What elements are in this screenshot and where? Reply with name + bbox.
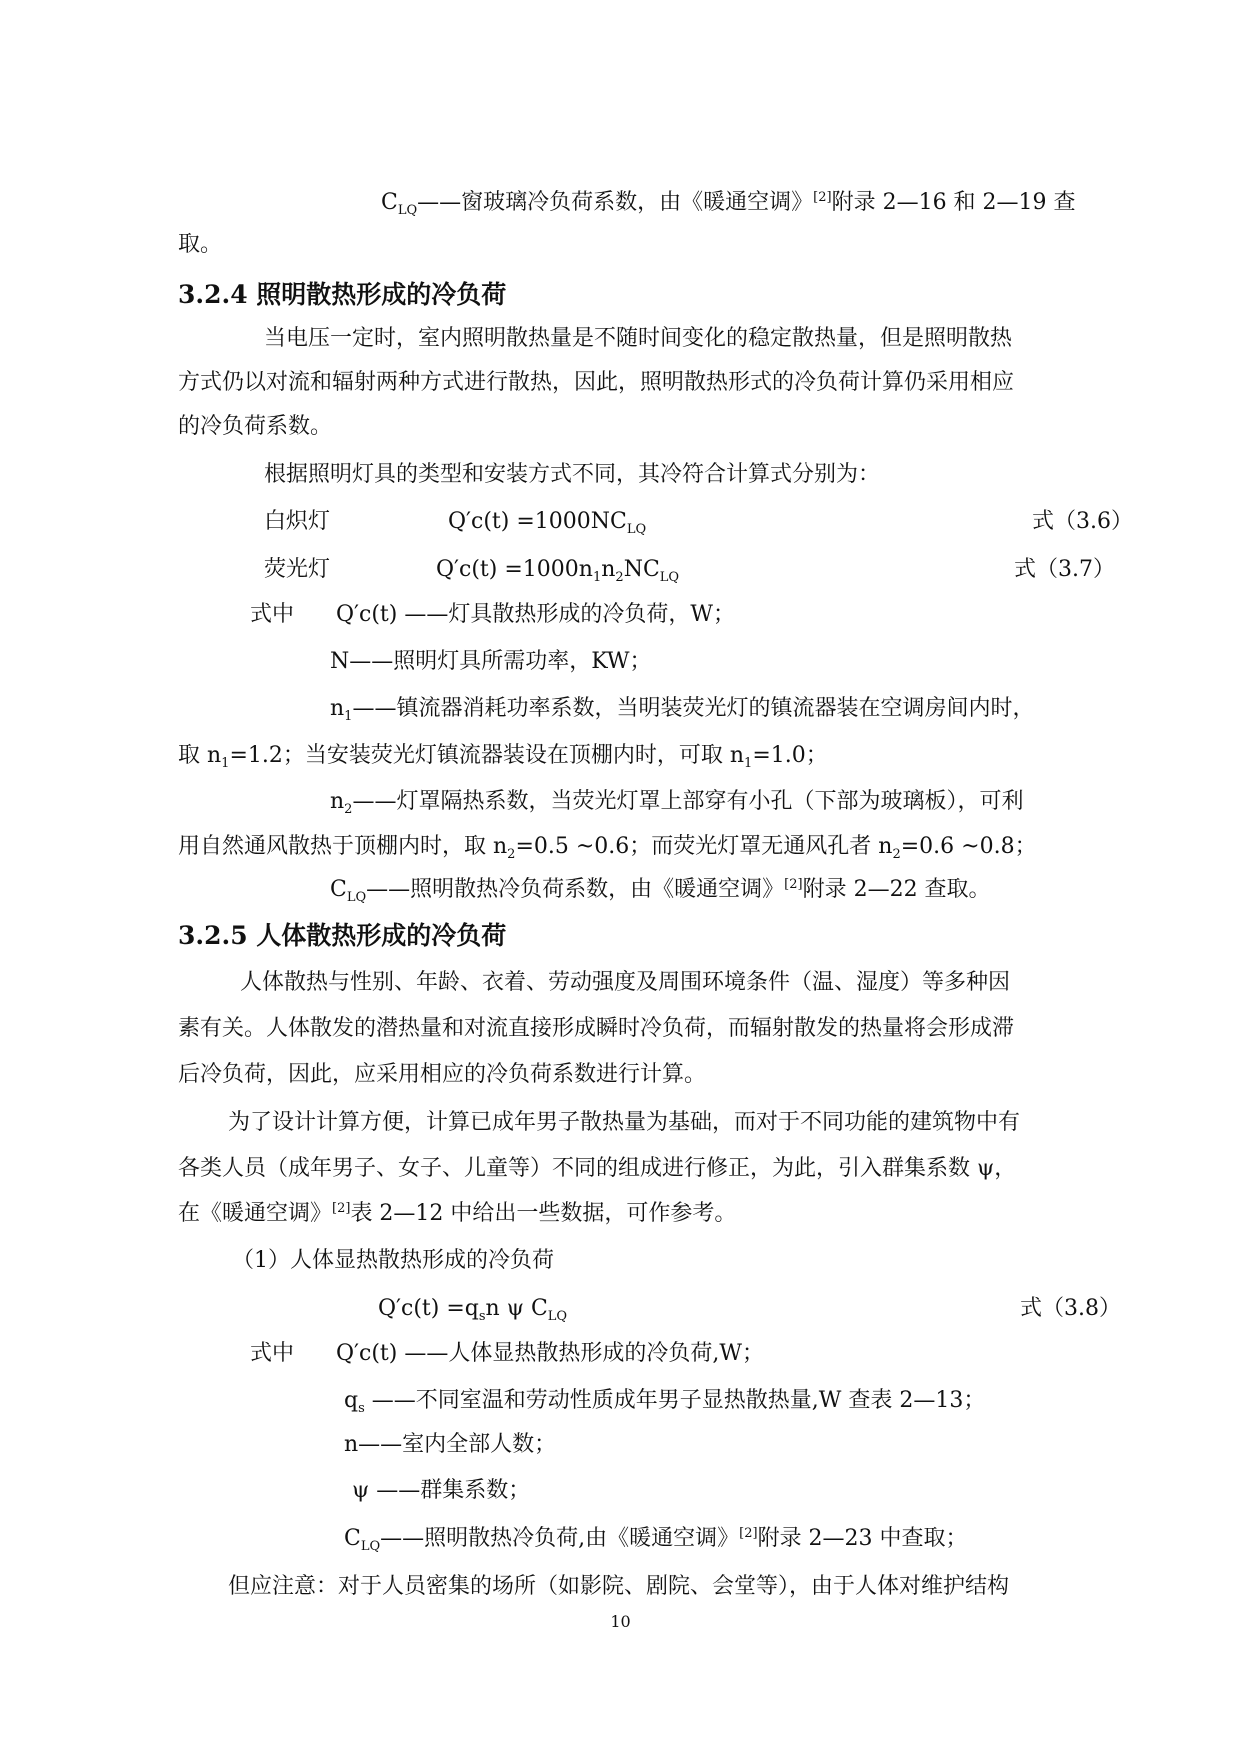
text-run: Q′c(t) =q — [378, 1296, 479, 1321]
text-run: ——不同室温和劳动性质成年男子显热散热量,W 查表 2—13； — [364, 1388, 986, 1413]
text-run: =0.6 ~0.8； — [900, 834, 1037, 859]
text-line: （1）人体显热散热形成的冷负荷 — [232, 1248, 554, 1273]
subscript: s — [358, 1401, 365, 1416]
section-heading: 3.2.5 人体散热形成的冷负荷 — [178, 921, 507, 950]
text-line: 取。 — [178, 232, 223, 257]
subscript: 1 — [744, 756, 753, 771]
text-line — [330, 692, 1034, 726]
text-run: ——窗玻璃冷负荷系数，由《暖通空调》 — [417, 190, 814, 215]
text-run: 附录 2—16 和 2—19 查 — [831, 190, 1076, 215]
text-line: 当电压一定时，室内照明散热量是不随时间变化的稳定散热量，但是照明散热 — [264, 326, 1013, 351]
text-run: n ψ C — [485, 1296, 548, 1321]
text-line: 为了设计计算方便，计算已成年男子散热量为基础，而对于不同功能的建筑物中有 — [228, 1110, 1021, 1135]
text-run: ——照明散热冷负荷,由《暖通空调》 — [380, 1526, 740, 1551]
text-run: 附录 2—22 查取。 — [802, 877, 991, 902]
text-run: NC — [623, 557, 660, 582]
text-run: =0.5 ~0.6；而荧光灯罩无通风孔者 n — [515, 834, 893, 859]
text-line — [330, 785, 1023, 819]
citation-superscript: [2] — [332, 1201, 351, 1216]
subscript: LQ — [346, 890, 367, 905]
text-run: 附录 2—23 中查取； — [757, 1526, 968, 1551]
citation-superscript: [2] — [813, 190, 832, 205]
subscript: 1 — [221, 756, 230, 771]
text-run: Q′c(t) =1000n — [436, 557, 593, 582]
subscript: s — [478, 1309, 486, 1324]
text-line: N——照明灯具所需功率，KW； — [330, 649, 652, 674]
text-run: =1.0； — [752, 743, 828, 768]
subscript: 2 — [615, 570, 624, 585]
text-run: C — [330, 877, 347, 902]
subscript: LQ — [626, 522, 647, 537]
text-run: ——照明散热冷负荷系数，由《暖通空调》 — [366, 877, 785, 902]
text-line — [344, 1522, 968, 1556]
text-run: 用自然通风散热于顶棚内时，取 n — [178, 834, 508, 859]
text-line: ψ ——群集系数； — [352, 1478, 531, 1503]
text-line: 方式仍以对流和辐射两种方式进行散热，因此，照明散热形式的冷负荷计算仍采用相应 — [178, 370, 1015, 395]
text-line: Q′c(t) ——人体显热散热形成的冷负荷,W； — [336, 1341, 764, 1366]
subscript: LQ — [360, 1539, 381, 1554]
text-line: n——室内全部人数； — [344, 1432, 557, 1457]
page-number: 10 — [610, 1612, 631, 1631]
text-run: n — [330, 696, 345, 721]
subscript: 2 — [892, 847, 901, 862]
equation — [448, 505, 646, 539]
text-run: Q′c(t) =1000NC — [448, 509, 627, 534]
text-run: 在《暖通空调》 — [178, 1201, 333, 1226]
equation-label: 白炽灯 — [264, 509, 331, 534]
text-run: 表 2—12 中给出一些数据，可作参考。 — [350, 1201, 737, 1226]
text-run: C — [381, 190, 398, 215]
where-label: 式中 — [250, 1341, 295, 1366]
citation-superscript: [2] — [784, 877, 803, 892]
text-line: Q′c(t) ——灯具散热形成的冷负荷，W； — [336, 602, 735, 627]
equation-number: 式（3.6） — [1032, 509, 1133, 534]
equation-number: 式（3.8） — [1020, 1296, 1121, 1321]
text-line: 素有关。人体散发的潜热量和对流直接形成瞬时冷负荷，而辐射散发的热量将会形成滞 — [178, 1016, 1015, 1041]
text-line: 人体散热与性别、年龄、衣着、劳动强度及周围环境条件（温、湿度）等多种因 — [240, 970, 1011, 995]
text-line: 根据照明灯具的类型和安装方式不同，其冷符合计算式分别为： — [264, 462, 881, 487]
text-line — [381, 186, 1076, 220]
text-line — [344, 1384, 985, 1418]
subscript: LQ — [659, 570, 680, 585]
text-run: ——灯罩隔热系数，当荧光灯罩上部穿有小孔（下部为玻璃板），可利 — [352, 789, 1024, 814]
subscript: 1 — [592, 570, 602, 585]
where-label: 式中 — [250, 602, 295, 627]
text-line — [178, 1197, 736, 1231]
equation — [436, 553, 679, 587]
text-line: 后冷负荷，因此，应采用相应的冷负荷系数进行计算。 — [178, 1062, 707, 1087]
text-line: 的冷负荷系数。 — [178, 414, 333, 439]
subscript: LQ — [397, 203, 418, 218]
text-run: C — [344, 1526, 361, 1551]
text-line — [178, 739, 828, 773]
subscript: LQ — [547, 1309, 568, 1324]
subscript: 2 — [344, 802, 353, 817]
text-run: q — [344, 1388, 359, 1413]
text-line — [178, 830, 1037, 864]
subscript: 1 — [344, 709, 353, 724]
text-run: 取 n — [178, 743, 222, 768]
citation-superscript: [2] — [739, 1526, 758, 1541]
subscript: 2 — [507, 847, 516, 862]
text-line — [330, 873, 991, 907]
text-run: n — [330, 789, 345, 814]
text-line: 各类人员（成年男子、女子、儿童等）不同的组成进行修正，为此，引入群集系数 ψ， — [178, 1156, 1017, 1181]
text-run: n — [601, 557, 616, 582]
text-line: 但应注意：对于人员密集的场所（如影院、剧院、会堂等），由于人体对维护结构 — [228, 1574, 1010, 1599]
equation-label: 荧光灯 — [264, 557, 331, 582]
equation-number: 式（3.7） — [1014, 557, 1115, 582]
text-run: =1.2；当安装荧光灯镇流器装设在顶棚内时，可取 n — [229, 743, 745, 768]
equation — [378, 1292, 567, 1326]
text-run: ——镇流器消耗功率系数，当明装荧光灯的镇流器装在空调房间内时， — [352, 696, 1035, 721]
section-heading: 3.2.4 照明散热形成的冷负荷 — [178, 280, 507, 309]
